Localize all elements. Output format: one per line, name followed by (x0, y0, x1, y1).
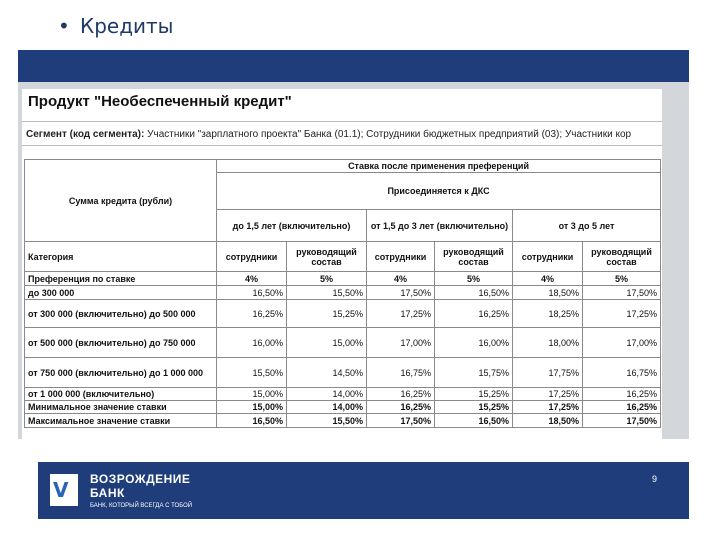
segment-text: Участники "зарплатного проекта" Банка (01.1); Сотрудники бюджетных предприятий (03); Участники кор (147, 129, 632, 140)
pref-header: Ставка после применения преференций (217, 160, 661, 173)
brand-name-line2: БАНК (90, 486, 125, 500)
cell-value: 5% (435, 272, 513, 286)
cell-value: 16,00% (217, 328, 287, 358)
cell-value: 4% (217, 272, 287, 286)
row-label: от 300 000 (включительно) до 500 000 (25, 300, 217, 328)
cell-value: 14,00% (287, 401, 367, 414)
header-band (18, 50, 689, 82)
cell-value: 17,00% (583, 328, 661, 358)
logo-mark: V (53, 478, 69, 502)
category-label: Категория (25, 242, 217, 272)
cell-value: 14,50% (287, 358, 367, 388)
page-number: 9 (651, 474, 657, 484)
cell-value: 16,25% (583, 388, 661, 401)
row-label: Преференция по ставке (25, 272, 217, 286)
cell-value: 17,50% (583, 414, 661, 428)
slide-title-text: Кредиты (80, 14, 174, 38)
cell-value: 17,00% (367, 328, 435, 358)
cell-value: 15,00% (217, 388, 287, 401)
cell-value: 16,25% (367, 388, 435, 401)
row-label: Максимальное значение ставки (25, 414, 217, 428)
slide-title (58, 14, 173, 38)
cell-value: 17,25% (583, 300, 661, 328)
cell-value: 16,50% (435, 414, 513, 428)
cell-value: 16,75% (583, 358, 661, 388)
table-row (25, 242, 661, 272)
cell-value: 15,75% (435, 358, 513, 388)
cell-value: 18,00% (513, 328, 583, 358)
cell-value: 17,25% (513, 401, 583, 414)
term-header: до 1,5 лет (включительно) (217, 210, 367, 242)
cell-value: 17,25% (367, 300, 435, 328)
brand-name-line1: ВОЗРОЖДЕНИЕ (90, 472, 191, 486)
cell-value: 15,00% (217, 401, 287, 414)
cell-value: 16,25% (217, 300, 287, 328)
table-row (25, 414, 661, 428)
column-label: руководящий состав (435, 242, 513, 272)
divider (22, 145, 662, 146)
column-label: сотрудники (513, 242, 583, 272)
row-label: Минимальное значение ставки (25, 401, 217, 414)
cell-value: 16,50% (435, 286, 513, 300)
cell-value: 5% (583, 272, 661, 286)
bullet-icon: • (58, 14, 70, 38)
cell-value: 15,50% (287, 286, 367, 300)
footer-band (38, 462, 689, 519)
cell-value: 16,25% (367, 401, 435, 414)
row-label: от 1 000 000 (включительно) (25, 388, 217, 401)
cell-value: 14,00% (287, 388, 367, 401)
row-label: от 750 000 (включительно) до 1 000 000 (25, 358, 217, 388)
rates-table (24, 159, 661, 428)
brand-tagline: БАНК, КОТОРЫЙ ВСЕГДА С ТОБОЙ (90, 503, 193, 509)
cell-value: 15,25% (435, 388, 513, 401)
cell-value: 16,00% (435, 328, 513, 358)
product-title: Продукт "Необеспеченный кредит" (28, 93, 292, 110)
row-label: от 500 000 (включительно) до 750 000 (25, 328, 217, 358)
cell-value: 17,50% (367, 414, 435, 428)
table-row (25, 160, 661, 173)
table-row (25, 300, 661, 328)
table-row (25, 286, 661, 300)
cell-value: 15,25% (287, 300, 367, 328)
column-label: сотрудники (217, 242, 287, 272)
bank-logo-icon (50, 474, 78, 506)
column-label: сотрудники (367, 242, 435, 272)
cell-value: 16,50% (217, 286, 287, 300)
table-row (25, 358, 661, 388)
segment-line (26, 129, 660, 140)
cell-value: 16,25% (435, 300, 513, 328)
cell-value: 15,50% (217, 358, 287, 388)
table-row (25, 328, 661, 358)
cell-value: 16,50% (217, 414, 287, 428)
table-row (25, 401, 661, 414)
table-row (25, 388, 661, 401)
divider (22, 121, 662, 122)
cell-value: 4% (367, 272, 435, 286)
cell-value: 4% (513, 272, 583, 286)
cell-value: 16,25% (583, 401, 661, 414)
cell-value: 18,50% (513, 286, 583, 300)
cell-value: 16,75% (367, 358, 435, 388)
cell-value: 17,50% (367, 286, 435, 300)
row-label: до 300 000 (25, 286, 217, 300)
column-label: руководящий состав (287, 242, 367, 272)
cell-value: 15,50% (287, 414, 367, 428)
cell-value: 17,50% (583, 286, 661, 300)
table-row (25, 272, 661, 286)
cell-value: 18,25% (513, 300, 583, 328)
cell-value: 5% (287, 272, 367, 286)
spreadsheet-area (22, 89, 662, 439)
term-header: от 3 до 5 лет (513, 210, 661, 242)
segment-label: Сегмент (код сегмента): (26, 129, 145, 140)
dks-header: Присоединяется к ДКС (217, 173, 661, 210)
cell-value: 15,25% (435, 401, 513, 414)
term-header: от 1,5 до 3 лет (включительно) (367, 210, 513, 242)
cell-value: 15,00% (287, 328, 367, 358)
column-label: руководящий состав (583, 242, 661, 272)
cell-value: 17,75% (513, 358, 583, 388)
cell-value: 18,50% (513, 414, 583, 428)
cell-value: 17,25% (513, 388, 583, 401)
sum-header: Сумма кредита (рубли) (25, 160, 217, 242)
